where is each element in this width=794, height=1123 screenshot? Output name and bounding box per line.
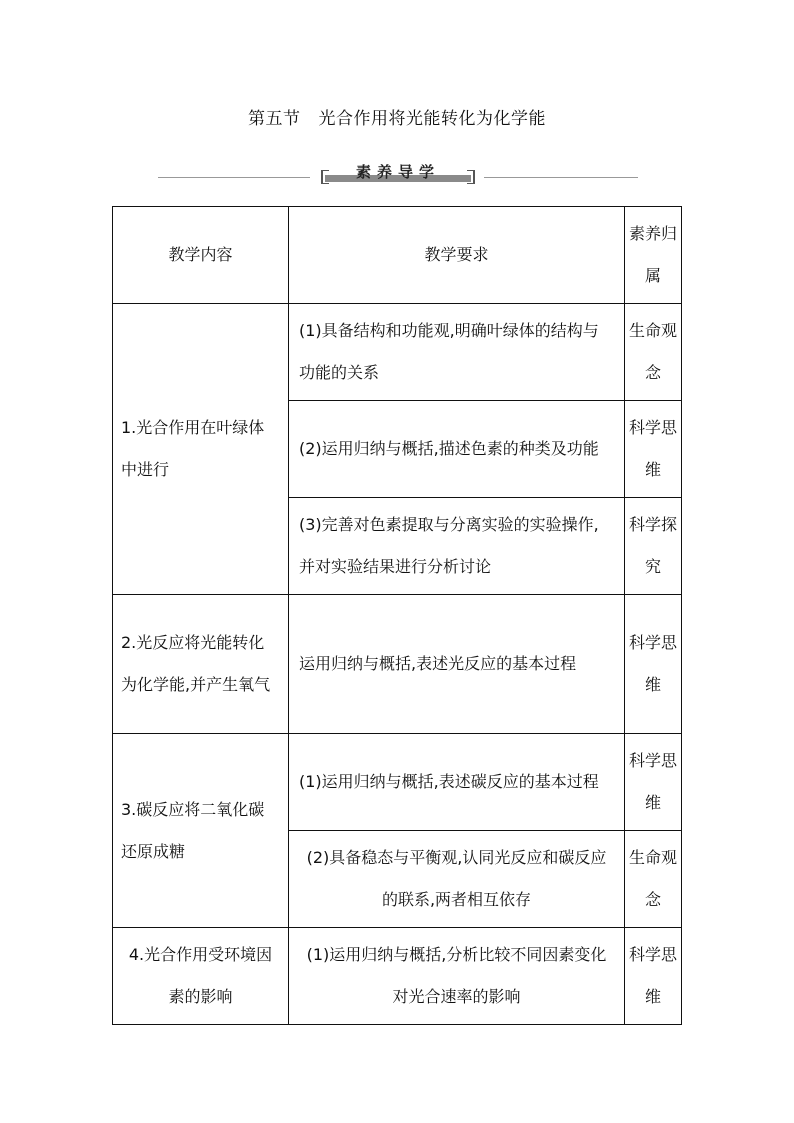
- table-row: [113, 928, 682, 1025]
- page-title: [0, 104, 794, 129]
- row2-req1: 运用归纳与概括,表述光反应的基本过程: [289, 595, 625, 734]
- row1-lit1: 生命观念: [625, 304, 682, 401]
- table-row: [113, 304, 682, 401]
- row4-req1: (1)运用归纳与概括,分析比较不同因素变化对光合速率的影响: [289, 928, 625, 1025]
- section-number: 第五节: [248, 109, 301, 129]
- banner-divider-right: [484, 177, 638, 178]
- header-content: 教学内容: [113, 207, 289, 304]
- section-banner: [158, 160, 638, 186]
- row3-lit2: 生命观念: [625, 831, 682, 928]
- table-row: [113, 595, 682, 734]
- row3-req2: (2)具备稳态与平衡观,认同光反应和碳反应的联系,两者相互依存: [289, 831, 625, 928]
- row3-req1: (1)运用归纳与概括,表述碳反应的基本过程: [289, 734, 625, 831]
- teaching-table: [112, 206, 682, 1025]
- row2-lit1: 科学思维: [625, 595, 682, 734]
- table-row: [113, 734, 682, 831]
- header-literacy: 素养归属: [625, 207, 682, 304]
- row1-req3: (3)完善对色素提取与分离实验的实验操作,并对实验结果进行分析讨论: [289, 498, 625, 595]
- row1-content: 1.光合作用在叶绿体中进行: [113, 304, 289, 595]
- banner-label: 素养导学: [355, 163, 440, 181]
- row2-content: 2.光反应将光能转化为化学能,并产生氧气: [113, 595, 289, 734]
- row1-req2: (2)运用归纳与概括,描述色素的种类及功能: [289, 401, 625, 498]
- table-header-row: [113, 207, 682, 304]
- row1-lit3: 科学探究: [625, 498, 682, 595]
- row1-req1: (1)具备结构和功能观,明确叶绿体的结构与功能的关系: [289, 304, 625, 401]
- row1-lit2: 科学思维: [625, 401, 682, 498]
- row3-content: 3.碳反应将二氧化碳还原成糖: [113, 734, 289, 928]
- row4-lit1: 科学思维: [625, 928, 682, 1025]
- row3-lit1: 科学思维: [625, 734, 682, 831]
- header-requirement: 教学要求: [289, 207, 625, 304]
- banner-badge: [323, 160, 473, 184]
- row4-content: 4.光合作用受环境因素的影响: [113, 928, 289, 1025]
- banner-divider-left: [158, 177, 310, 178]
- section-name: 光合作用将光能转化为化学能: [318, 109, 546, 129]
